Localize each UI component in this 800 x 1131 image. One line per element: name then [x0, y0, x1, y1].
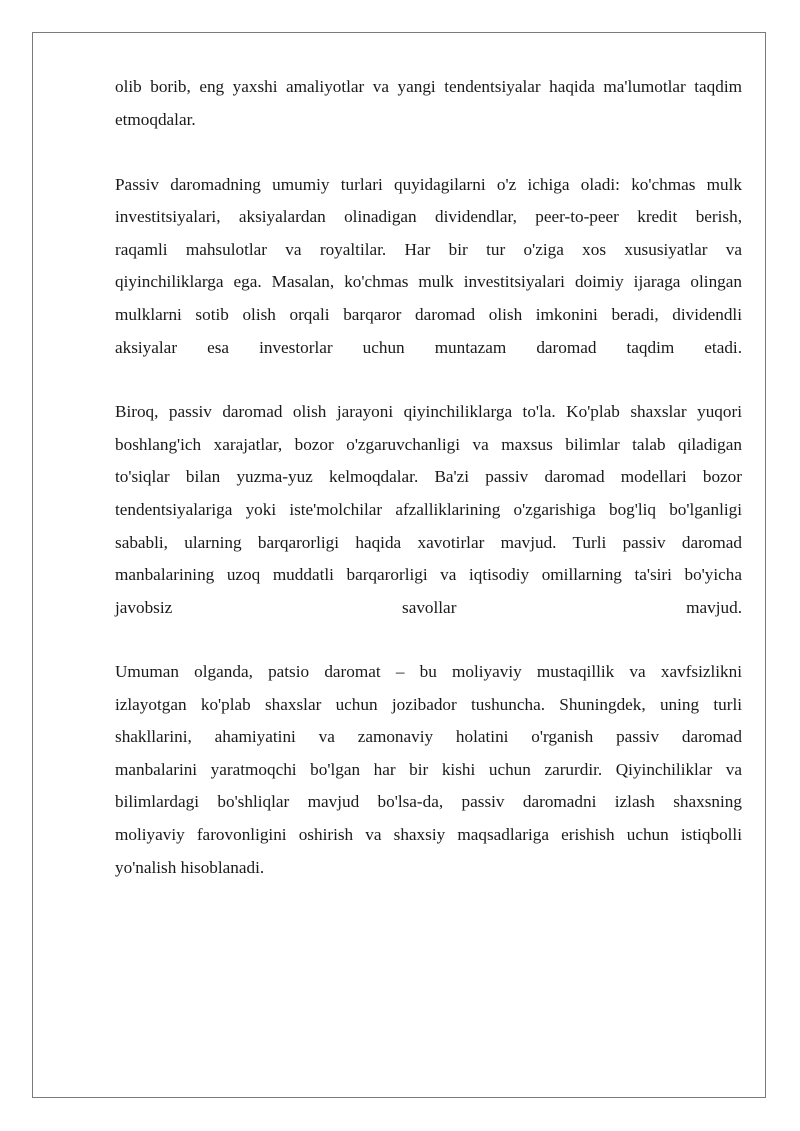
- paragraph-line: bilimlardagi bo'shliqlar mavjud bo'lsa-da, passiv daromadni izlash shaxsning: [115, 792, 742, 811]
- paragraph-line: Passiv daromadning umumiy turlari quyidagilarni o'z ichiga oladi: ko'chmas mulk: [115, 175, 742, 194]
- paragraph-line: sababli, ularning barqarorligi haqida xavotirlar mavjud. Turli passiv daromad: [115, 533, 742, 552]
- paragraph-line: investitsiyalari, aksiyalardan olinadigan dividendlar, peer-to-peer kredit berish,: [115, 207, 742, 226]
- paragraph-line: moliyaviy farovonligini oshirish va shaxsiy maqsadlariga erishish uchun istiqbolli: [115, 825, 742, 844]
- paragraph-line: shakllarini, ahamiyatini va zamonaviy holatini o'rganish passiv daromad: [115, 727, 742, 746]
- paragraph-line: aksiyalar esa investorlar uchun muntazam daromad taqdim etadi.: [115, 338, 742, 357]
- paragraph-line: tendentsiyalariga yoki iste'molchilar afzalliklarining o'zgarishiga bog'liq bo'lganligi: [115, 500, 742, 519]
- paragraph-line: to'siqlar bilan yuzma-yuz kelmoqdalar. Ba'zi passiv daromad modellari bozor: [115, 467, 742, 486]
- paragraph-line: Umuman olganda, patsio daromat – bu moliyaviy mustaqillik va xavfsizlikni: [115, 662, 742, 681]
- paragraph-line: Biroq, passiv daromad olish jarayoni qiyinchiliklarga to'la. Ko'plab shaxslar yuqori: [115, 402, 742, 421]
- paragraph-line: izlayotgan ko'plab shaxslar uchun jozibador tushuncha. Shuningdek, uning turli: [115, 695, 742, 714]
- paragraph-line: manbalarini yaratmoqchi bo'lgan har bir kishi uchun zarurdir. Qiyinchiliklar va: [115, 760, 742, 779]
- paragraph-line: raqamli mahsulotlar va royaltilar. Har bir tur o'ziga xos xususiyatlar va: [115, 240, 742, 259]
- paragraph-line: etmoqdalar.: [115, 110, 196, 129]
- paragraph-line: olib borib, eng yaxshi amaliyotlar va yangi tendentsiyalar haqida ma'lumotlar taqdim: [115, 77, 742, 96]
- paragraph-line: yo'nalish hisoblanadi.: [115, 858, 265, 877]
- paragraph-line: qiyinchiliklarga ega. Masalan, ko'chmas mulk investitsiyalari doimiy ijaraga olingan: [115, 272, 742, 291]
- paragraph-line: javobsiz savollar mavjud.: [115, 598, 742, 617]
- paragraph-line: boshlang'ich xarajatlar, bozor o'zgaruvchanligi va maxsus bilimlar talab qiladigan: [115, 435, 742, 454]
- paragraph-line: manbalarining uzoq muddatli barqarorligi va iqtisodiy omillarning ta'siri bo'yicha: [115, 565, 742, 584]
- paragraph-line: mulklarni sotib olish orqali barqaror daromad olish imkonini beradi, dividendli: [115, 305, 742, 324]
